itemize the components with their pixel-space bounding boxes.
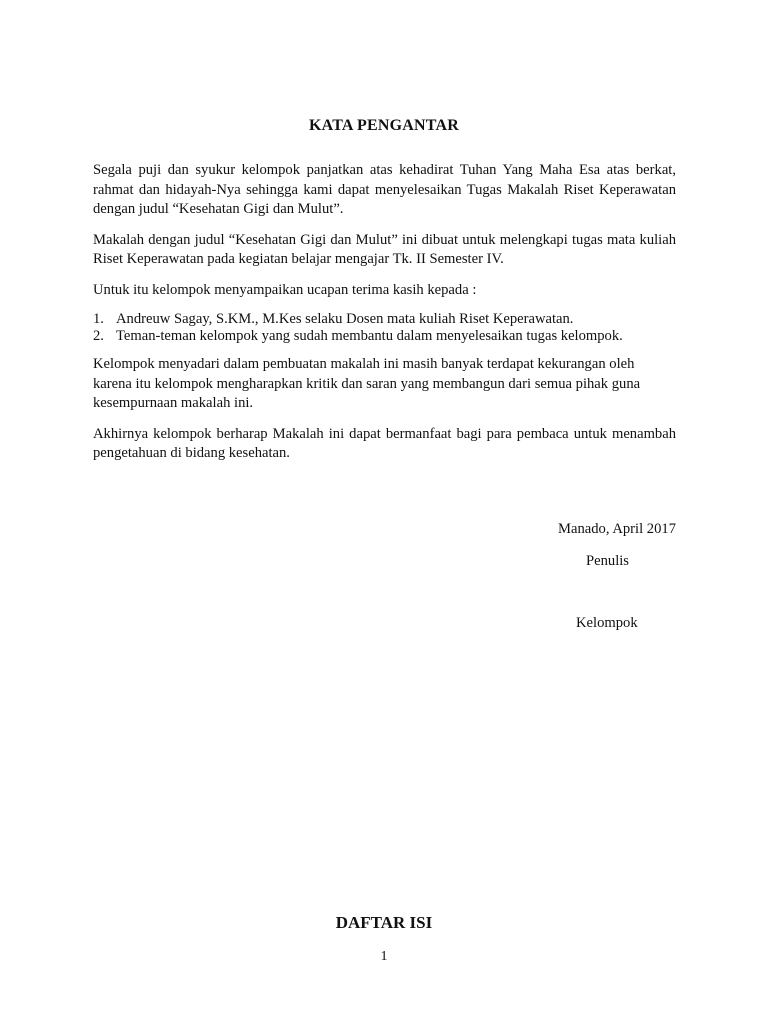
page-number: 1	[380, 949, 388, 964]
signature-name: Kelompok	[576, 615, 638, 631]
list-item-text: Andreuw Sagay, S.KM., M.Kes selaku Dosen mata kuliah Riset Keperawatan.	[116, 311, 574, 327]
thanks-list	[93, 311, 676, 344]
document-body	[93, 161, 676, 475]
signature-place-date: Manado, April 2017	[558, 521, 676, 537]
list-item-number: 2.	[93, 327, 104, 344]
paragraph-purpose: Makalah dengan judul “Kesehatan Gigi dan Mulut” ini dibuat untuk melengkapi tugas mata kuliah Riset Keperawatan pada kegiatan belajar mengajar Tk. II Semester IV.	[93, 231, 676, 267]
paragraph-shortcomings: Kelompok menyadari dalam pembuatan makalah ini masih banyak terdapat kekurangan oleh karena itu kelompok mengharapkan kritik dan saran yang membangun dari semua pihak guna kesempurnaan makalah ini.	[93, 356, 641, 411]
list-item	[93, 311, 676, 328]
list-item-number: 1.	[93, 311, 104, 327]
paragraph-thanks-intro: Untuk itu kelompok menyampaikan ucapan terima kasih kepada :	[93, 281, 477, 298]
section-heading: DAFTAR ISI	[335, 913, 433, 932]
paragraph-closing: Akhirnya kelompok berharap Makalah ini dapat bermanfaat bagi para pembaca untuk menambah pengetahuan di bidang kesehatan.	[93, 425, 676, 461]
list-item	[93, 328, 676, 345]
list-item-text: Teman-teman kelompok yang sudah membantu dalam menyelesaikan tugas kelompok.	[116, 327, 623, 344]
page-title: KATA PENGANTAR	[309, 117, 459, 134]
signature-role: Penulis	[586, 553, 629, 569]
paragraph-opening: Segala puji dan syukur kelompok panjatkan atas kehadirat Tuhan Yang Maha Esa atas berkat, rahmat dan hidayah-Nya sehingga kami dapat menyelesaikan Tugas Makalah Riset Keperawatan dengan judul “Kesehatan Gigi dan Mulut”.	[93, 162, 676, 217]
